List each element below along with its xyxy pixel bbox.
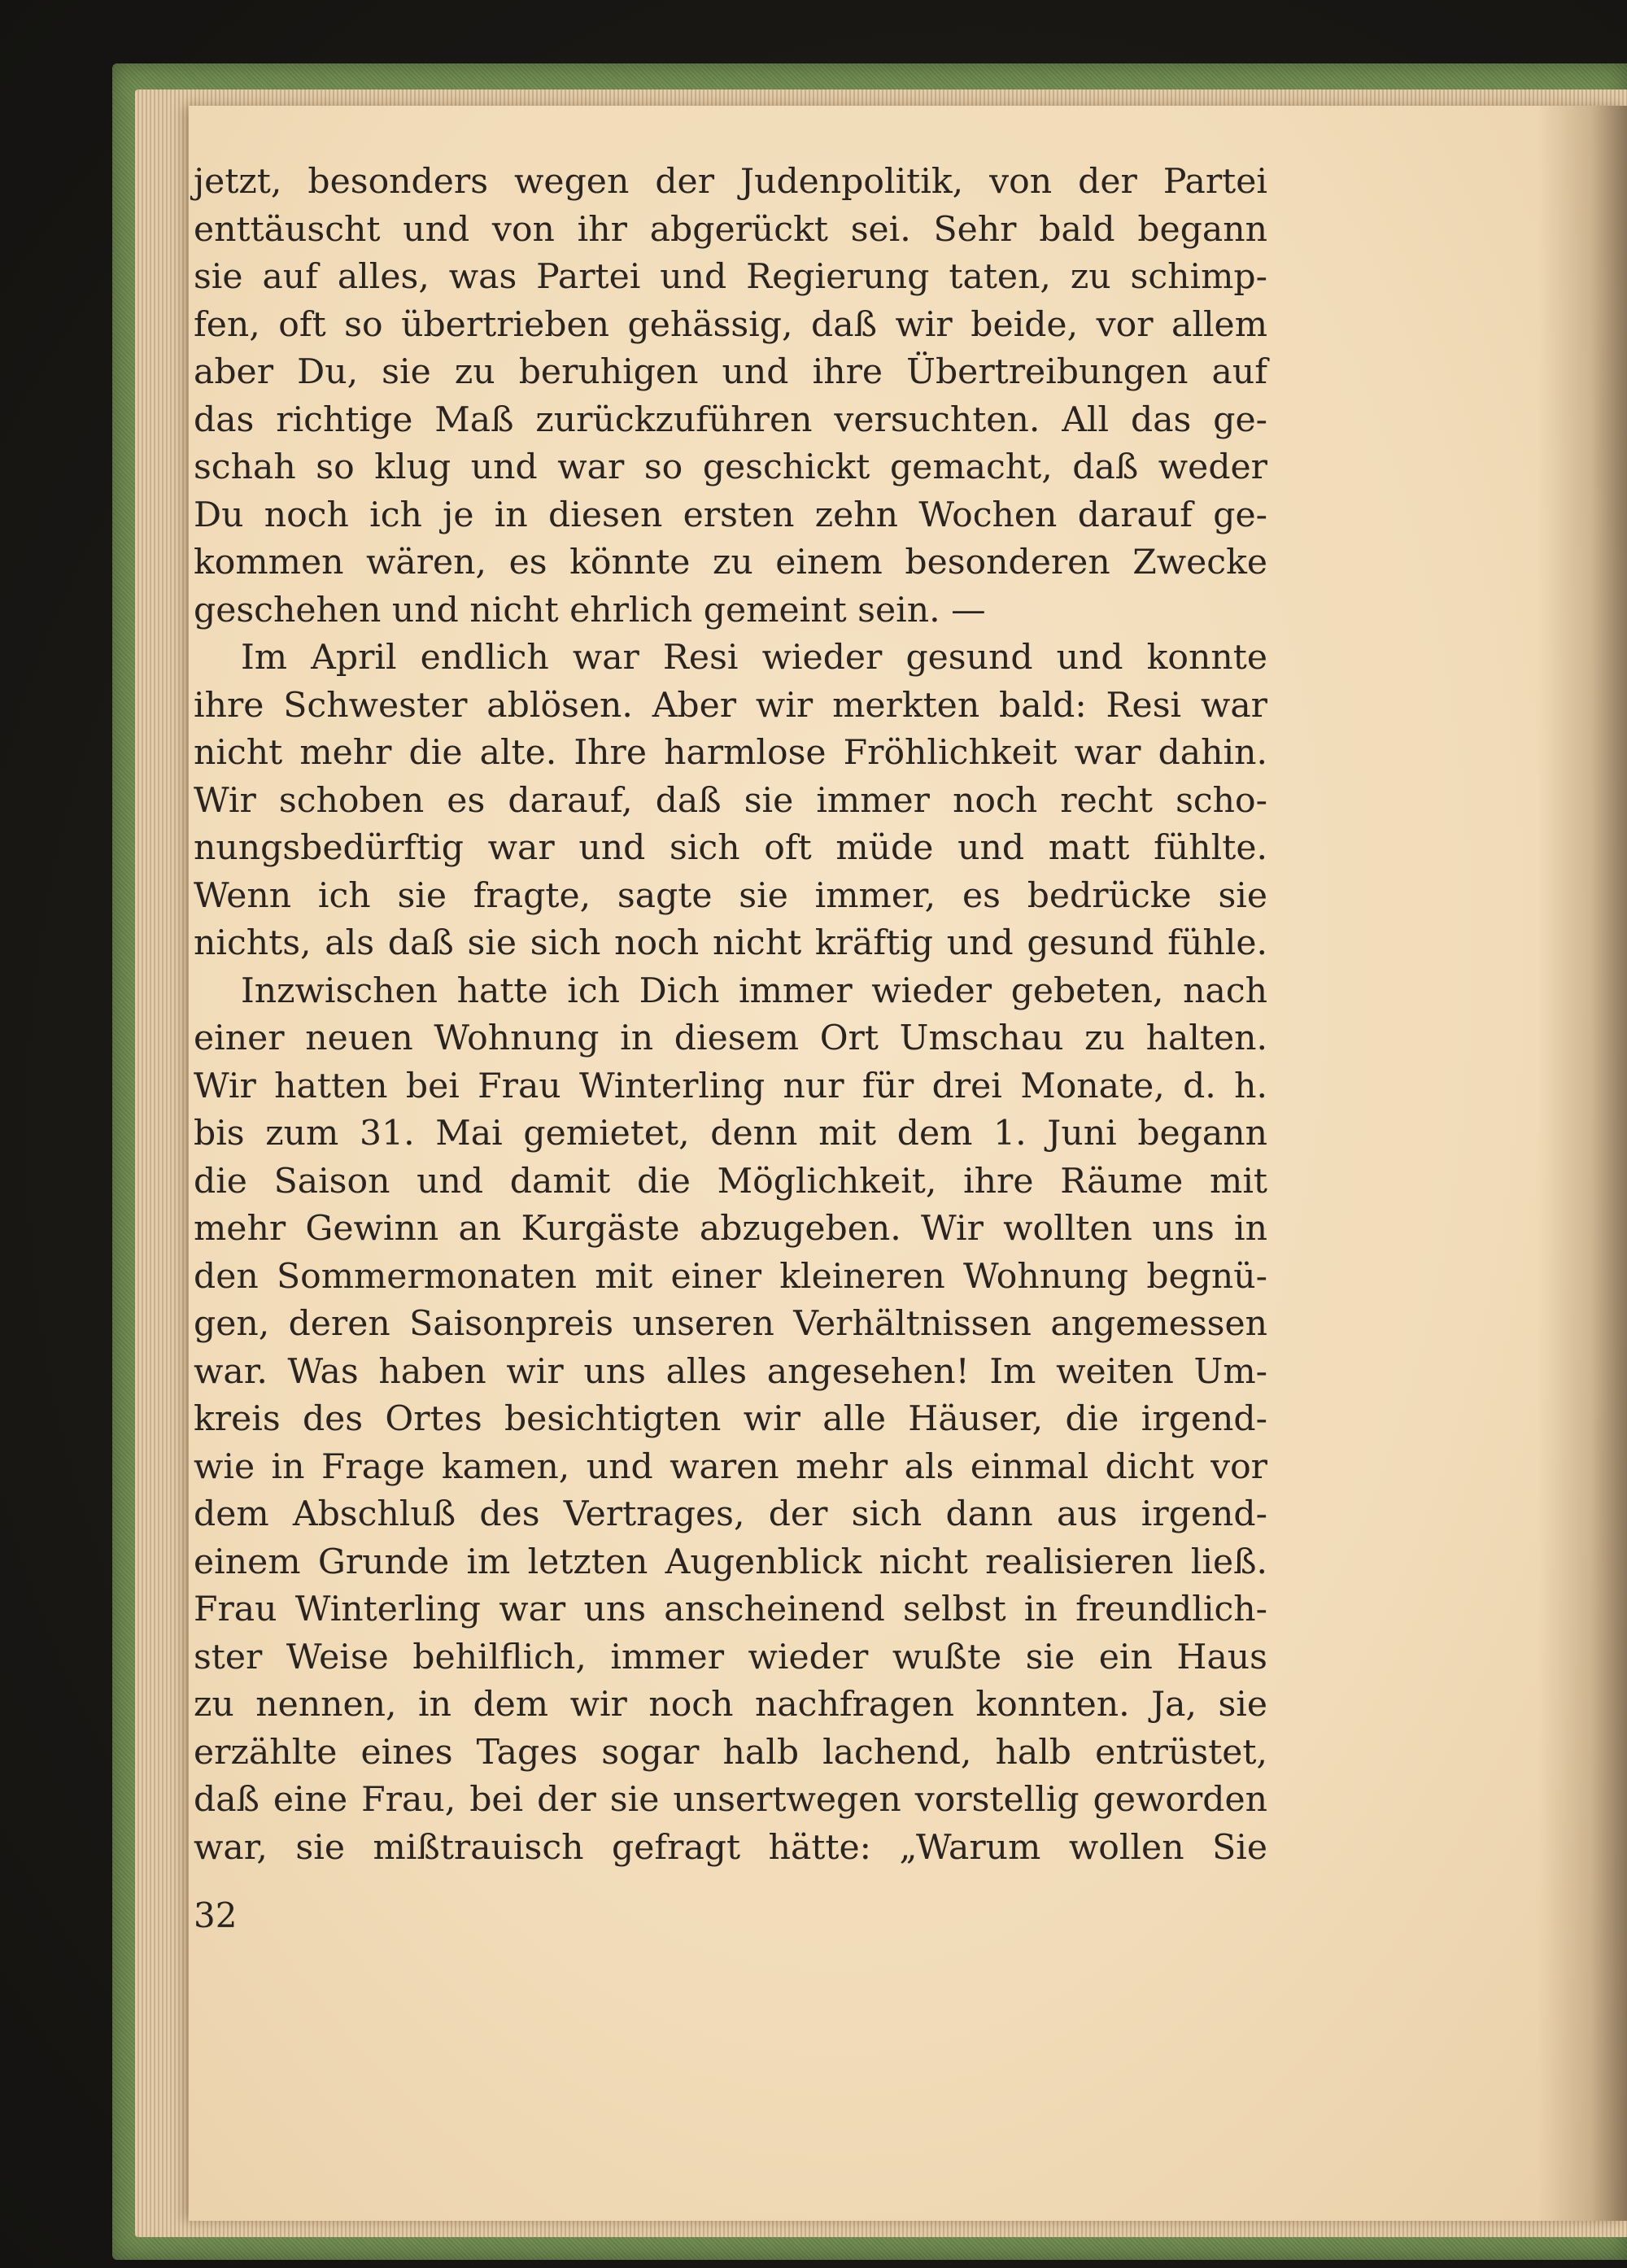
page-number: 32 <box>194 1895 238 1935</box>
text-line: aber Du, sie zu beruhigen und ihre Übertreibungen auf <box>194 352 1267 392</box>
text-line: jetzt, besonders wegen der Judenpolitik, von der Partei <box>194 162 1267 202</box>
text-line: einem Grunde im letzten Augenblick nicht realisieren ließ. <box>194 1542 1267 1582</box>
text-line: war, sie mißtrauisch gefragt hätte: „Warum wollen Sie <box>194 1827 1267 1868</box>
text-line: zu nennen, in dem wir noch nachfragen konnten. Ja, sie <box>194 1685 1267 1725</box>
text-line: Du noch ich je in diesen ersten zehn Wochen darauf ge- <box>194 495 1267 535</box>
text-line: Frau Winterling war uns anscheinend selbst in freundlich- <box>194 1590 1267 1629</box>
text-line: Wir schoben es darauf, daß sie immer noch recht scho- <box>194 780 1267 821</box>
text-line: dem Abschluß des Vertrages, der sich dann aus irgend- <box>194 1494 1267 1534</box>
text-line: schah so klug und war so geschickt gemacht, daß weder <box>194 447 1267 487</box>
text-line: wie in Frage kamen, und waren mehr als einmal dicht vor <box>194 1446 1267 1487</box>
text-line: geschehen und nicht ehrlich gemeint sein. — <box>194 590 986 630</box>
text-line: Im April endlich war Resi wieder gesund und konnte <box>241 638 1267 678</box>
spine-shadow <box>1538 106 1627 2221</box>
text-line: war. Was haben wir uns alles angesehen! Im weiten Um- <box>194 1351 1267 1392</box>
text-line: nicht mehr die alte. Ihre harmlose Fröhlichkeit war dahin. <box>194 733 1267 773</box>
text-line: Wir hatten bei Frau Winterling nur für drei Monate, d. h. <box>194 1066 1267 1106</box>
text-line: mehr Gewinn an Kurgäste abzugeben. Wir wollten uns in <box>194 1209 1267 1249</box>
text-line: nichts, als daß sie sich noch nicht kräftig und gesund fühle. <box>194 923 1267 963</box>
text-line: die Saison und damit die Möglichkeit, ihre Räume mit <box>194 1161 1267 1202</box>
text-line: Inzwischen hatte ich Dich immer wieder gebeten, nach <box>241 970 1267 1011</box>
text-line: kreis des Ortes besichtigten wir alle Häuser, die irgend- <box>194 1399 1267 1439</box>
text-line: ster Weise behilflich, immer wieder wußte sie ein Haus <box>194 1637 1267 1677</box>
text-line: einer neuen Wohnung in diesem Ort Umschau zu halten. <box>194 1018 1267 1058</box>
text-line: ihre Schwester ablösen. Aber wir merkten bald: Resi war <box>194 685 1267 726</box>
text-line: Wenn ich sie fragte, sagte sie immer, es bedrücke sie <box>194 875 1267 916</box>
text-line: gen, deren Saisonpreis unseren Verhältnissen angemessen <box>194 1304 1267 1344</box>
text-line: den Sommermonaten mit einer kleineren Wohnung begnü- <box>194 1256 1267 1297</box>
text-line: bis zum 31. Mai gemietet, denn mit dem 1. Juni begann <box>194 1114 1267 1154</box>
text-line: daß eine Frau, bei der sie unsertwegen vorstellig geworden <box>194 1780 1267 1820</box>
text-line: enttäuscht und von ihr abgerückt sei. Sehr bald begann <box>194 209 1267 250</box>
text-line: fen, oft so übertrieben gehässig, daß wir beide, vor allem <box>194 304 1267 345</box>
text-line: erzählte eines Tages sogar halb lachend, halb entrüstet, <box>194 1732 1267 1773</box>
text-line: sie auf alles, was Partei und Regierung taten, zu schimp- <box>194 257 1267 297</box>
text-line: kommen wären, es könnte zu einem besonderen Zwecke <box>194 543 1267 582</box>
text-line: nungsbedürftig war und sich oft müde und matt fühlte. <box>194 828 1267 868</box>
text-line: das richtige Maß zurückzuführen versuchten. All das ge- <box>194 399 1267 440</box>
body-text <box>194 159 1267 1872</box>
